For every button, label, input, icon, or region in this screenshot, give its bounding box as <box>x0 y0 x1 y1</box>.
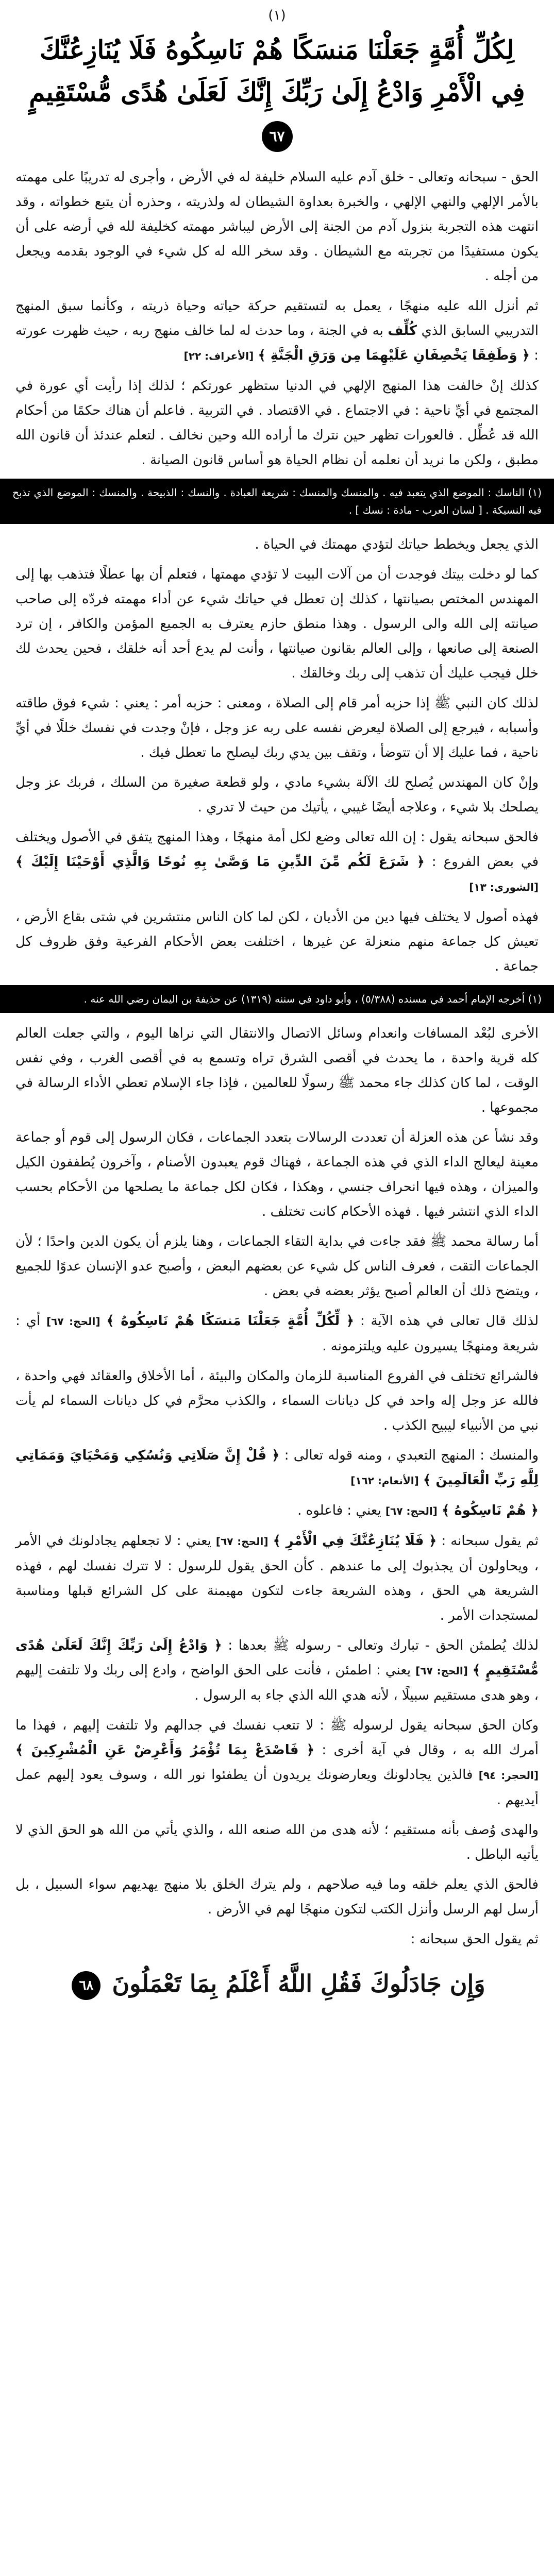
verse-reference: [الحج: ٦٧] <box>415 1665 468 1677</box>
quran-quote: ﴿ فَلَا يُنَازِعُنَّكَ فِي الْأَمْرِ ﴾ <box>273 1533 437 1549</box>
paragraph-text: ثم أنزل الله عليه منهجًا ، يعمل به لتستقيم حركة حياته وحياة ذريته ، وكأنما سبق المنهج التدريبي السابق الذي <box>11 298 539 338</box>
quran-quote: ﴿ قُلْ إِنَّ صَلَاتِي وَنُسُكِي وَمَحْيَايَ وَمَمَاتِي لِلَّهِ رَبِّ الْعَالَمِينَ ﴾ <box>10 1448 539 1488</box>
quran-quote: ﴿ وَطَفِقَا يَخْصِفَانِ عَلَيْهِمَا مِن وَرَقِ الْجَنَّةِ ﴾ <box>258 348 530 363</box>
top-verse-banner <box>15 26 539 165</box>
paragraph <box>10 1443 539 1493</box>
paragraph: كذلك إنْ خالفت هذا المنهج الإلهي في الدنيا ستظهر عورتكم ؛ لذلك إذا رأيت أي عورة في المجتمع في أيِّ ناحية : في الاجتماع . في الاقتصاد . في التربية . فاعلم أن هناك حكمًا من أحكام الله قد عُطِّل . فالعورات تظهر حين نترك ما أراده الله وحين نخالف . لتعلم عندئذ أن قانون الله مطبق ، ولكن ما نريد أن نعلمه أن نظام الحياة هو أساس قانون الصيانة . <box>11 378 539 468</box>
quran-quote: ﴿ هُمْ نَاسِكُوهُ ﴾ <box>442 1503 539 1518</box>
paragraph <box>11 825 539 900</box>
paragraph <box>11 294 539 368</box>
paragraph: ثم يقول الحق سبحانه : <box>410 1931 539 1947</box>
verse-reference: [الحج: ٦٧] <box>46 1315 100 1328</box>
paragraph-text: يعني : اطمئن ، فأنت على الحق الواضح ، وادع إلى ربك ولا تلتفت إليهم ، وهو هدى مستقيم سبيلًا ، لأنه هدي الله الذي جاء به الرسول . <box>11 1663 539 1703</box>
paragraph-text: لذلك يُطمئن الحق - تبارك وتعالى - رسوله ﷺ بعدها : <box>222 1638 539 1653</box>
quran-quote: ﴿ شَرَعَ لَكُم مِّنَ الدِّينِ مَا وَصَّىٰ بِهِ نُوحًا وَالَّذِي أَوْحَيْنَا إِلَيْكَ ﴾ <box>15 854 425 870</box>
ayah-number-badge: ٦٧ <box>262 121 293 152</box>
verse-reference: [الشورى: ١٣] <box>469 881 539 893</box>
paragraph: وقد نشأ عن هذه العزلة أن تعددت الرسالات بتعدد الجماعات ، فكان الرسول إلى قوم أو جماعة معينة ليعالج الداء الذي في هذه الجماعة ، فهناك قوم يعبدون الأصنام ، وآخرون يُطففون الكيل والميزان ، وهذه فيها انحراف جنسي ، وهكذا ، فكان لكل جماعة ما يصلحها من الأحكام بحسب الداء الذي انتشر فيها . فهذه الأحكام كانت تختلف . <box>11 1130 539 1219</box>
quran-quote: ﴿ فَاصْدَعْ بِمَا تُؤْمَرُ وَأَعْرِضْ عَنِ الْمُشْرِكِينَ ﴾ <box>15 1742 314 1758</box>
paragraph: كما لو دخلت بيتك فوجدت أن من آلات البيت لا تؤدي مهمتها ، فتعلم أن بها عطلًا فتذهب بها إلى المهندس المختص بصيانتها ، كذلك إن تعطل في حياتك شيء عن أداء مهمته فردّه إلى صاحب صيانته إلى الله والى الرسول . وهذا منطق حازم يعترف به الجميع المؤمن والكافر ، إن ترد الصنعة إلى صانعها ، وإلى العالم بقانون صيانتها ، وأنت لم يدع أحد أنه خلقك ، فحين يحدث لك خلل فيجب عليك أن تذهب إلى ربك وخالقك . <box>11 567 539 681</box>
paragraph: أما رسالة محمد ﷺ فقد جاءت في بداية التقاء الجماعات ، وهنا يلزم أن يكون الدين واحدًا ؛ لأن الجماعات التقت ، فعرف الناس كل شيء عن بعضهم البعض ، وأصبح عدو الإنسان عدوًا للجميع ، ويتضح ذلك أن العالم أصبح يؤثر بعضه في بعض . <box>11 1234 539 1299</box>
paragraph-text: وكان الحق سبحانه يقول لرسوله ﷺ : لا تتعب نفسك في جدالهم ولا تلتفت إليهم ، فهذا ما أمرك الله به ، وقال في آية أخرى : <box>11 1718 539 1758</box>
verse-reference: [الحج: ٦٧] <box>385 1505 438 1517</box>
paragraph <box>11 1309 539 1359</box>
paragraph <box>11 1529 539 1628</box>
paragraph: لذلك كان النبي ﷺ إذا حزبه أمر قام إلى الصلاة ، ومعنى : حزبه أمر : يعني : شيء فوق طاقته وأسبابه ، فيرجع إلى الصلاة ليعرض نفسه على ربه عز وجل ، فإنْ وجدت في نفسك خللًا في أيِّ ناحية ، فما عليك إلا أن تتوضأ ، وتقف بين يدي ربك ليصلح ما تعطل فيك . <box>11 696 539 760</box>
paragraph-text: به في الجنة ، وما حدث له لما خالف منهج ربه ، حيث ظهرت عورته : <box>11 323 539 363</box>
paragraph-text: يعني : فاعلوه . <box>297 1503 385 1518</box>
quran-quote: ﴿ لِّكُلِّ أُمَّةٍ جَعَلْنَا مَنسَكًا هُمْ نَاسِكُوهُ ﴾ <box>106 1313 354 1329</box>
verse-reference: [الحج: ٦٧] <box>215 1535 268 1548</box>
highlighted-word: كُلِّف <box>388 323 417 338</box>
verse-reference: [الحجر: ٩٤] <box>478 1769 539 1782</box>
footnote-band: (١) أخرجه الإمام أحمد في مسنده (٥/٣٨٨) ، وأبو داود في سننه (١٣١٩) عن حذيفة بن اليمان رضي الله عنه . <box>0 985 554 1013</box>
top-verse-text: لِكُلِّ أُمَّةٍ جَعَلْنَا مَنسَكًا هُمْ نَاسِكُوهُ فَلَا يُنَازِعُنَّكَ فِي الْأَمْرِ وَادْعُ إِلَىٰ رَبِّكَ إِنَّكَ لَعَلَىٰ هُدًى مُّسْتَقِيمٍ <box>29 35 525 107</box>
paragraph-text: أي : شريعة ومنهجًا يسيرون عليه ويلتزمونه . <box>11 1313 539 1354</box>
paragraph-text: يعني : لا تجعلهم يجادلونك في الأمر ، ويحاولون أن يجذبوك إلى ما عندهم . كأن الحق يقول للرسول : لا تترك نفسك لهم ، فهذه الشريعة هي الحق ، وهذه الشريعة جاءت لتكون مهيمنة على كل الشرائع قبلها ومناسبة لمستجدات الأمر . <box>11 1533 539 1623</box>
paragraph: الذي يجعل ويخطط حياتك لتؤدي مهمتك في الحياة . <box>255 537 539 552</box>
paragraph <box>10 1633 539 1708</box>
paragraph <box>15 1498 539 1523</box>
paragraph: الحق - سبحانه وتعالى - خلق آدم عليه السلام خليفة له في الأرض ، وأجرى له تدريبًا على مهمته بالأمر الإلهي والنهي الإلهي ، والخبرة بعداوة الشيطان له ولذريته ، وحذره أن يتبع خطواته ، وقد انتهت هذه التجربة بنزول آدم من الجنة إلى الأرض ليباشر مهمته كخليفة لله في أرضه على أن يكون مستفيدًا من تجربته مع الشيطان . وقد سخر الله له كل شيء في الوجود بقدمه ويجعل من أجله . <box>11 170 539 284</box>
paragraph: فالشرائع تختلف في الفروع المناسبة للزمان والمكان والبيئة ، أما الأخلاق والعقائد فهي واحدة ، فالله عز وجل إله واحد في كل ديانات السماء ، والكذب محرَّم في كل ديانات السماء لم يأت نبي من الأنبياء ليبيح الكذب . <box>11 1368 539 1433</box>
paragraph: وإنْ كان المهندس يُصلح لك الآلة بشيء مادي ، ولو قطعة صغيرة من السلك ، فربك عز وجل يصلحك بلا شيء ، وعلاجه أيضًا غيبي ، يأتيك من حيث لا تدري . <box>11 775 539 815</box>
paragraph: فهذه أصول لا يختلف فيها دين من الأديان ، لكن لما كان الناس منتشرين في شتى بقاع الأرض ، تعيش كل جماعة منهم منعزلة عن غيرها ، اختلفت بعض الأحكام الفرعية وفق ظروف كل جماعة . <box>11 909 539 974</box>
paragraph-text: فالحق سبحانه يقول : إن الله تعالى وضع لكل أمة منهجًا ، وهذا المنهج يتفق في الأصول ويختلف في بعض الفروع : <box>11 829 539 870</box>
bottom-verse-banner <box>15 1957 539 2007</box>
paragraph: والهدى وُصف بأنه مستقيم ؛ لأنه هدى من الله صنعه الله ، والذي يأتي من الله هو الحق الذي لا يأتيه الباطل . <box>11 1822 539 1862</box>
quran-quote: ﴿ وَادْعُ إِلَىٰ رَبِّكَ إِنَّكَ لَعَلَىٰ هُدًى مُّسْتَقِيمٍ ﴾ <box>10 1638 539 1678</box>
paragraph-text: ثم يقول سبحانه : <box>437 1533 539 1549</box>
verse-reference: [الأعراف: ٢٢] <box>183 350 254 362</box>
paragraph-text: فالذين يجادلونك ويعارضونك يريدون أن يطفئوا نور الله ، وسوف يعود إليهم عمل أيديهم . <box>11 1767 539 1808</box>
footnote-band: (١) الناسك : الموضع الذي يتعبد فيه . والمنسك والمنسك : شريعة العبادة . والنسك : الذبيحة . والمنسك : الموضع الذي تذبح فيه النسيكة . [ لسان العرب - مادة : نسك ] . <box>0 479 554 524</box>
paragraph: فالحق الذي يعلم خلقه وما فيه صلاحهم ، ولم يترك الخلق بلا منهج يهديهم سواء السبيل ، بل أرسل لهم الرسل وأنزل الكتب لتكون منهجًا لهم في الأرض . <box>11 1877 539 1917</box>
paragraph: الأخرى لبُعْد المسافات وانعدام وسائل الاتصال والانتقال التي نراها اليوم ، والتي جعلت العالم كله قرية واحدة ، ما يحدث في أقصى الشرق تراه وتسمع به في أقصى الغرب ، وفي نفس الوقت ، لما كان كذلك جاء محمد ﷺ رسولًا للعالمين ، فإذا جاء الإسلام تعطي الأداء الرسالة في مجموعها . <box>11 1026 539 1115</box>
paragraph-text: والمنسك : المنهج التعبدي ، ومنه قوله تعالى : <box>279 1448 539 1463</box>
verse-reference: [الأنعام: ١٦٢] <box>350 1475 419 1487</box>
page-marker: (١) <box>268 8 286 23</box>
paragraph-text: لذلك قال تعالى في هذه الآية : <box>354 1313 539 1329</box>
ayah-number-badge: ٦٨ <box>72 1971 100 2000</box>
bottom-verse-text: وَإِن جَادَلُوكَ فَقُلِ اللَّهُ أَعْلَمُ بِمَا تَعْمَلُونَ <box>112 1970 485 1997</box>
paragraph <box>11 1713 539 1812</box>
